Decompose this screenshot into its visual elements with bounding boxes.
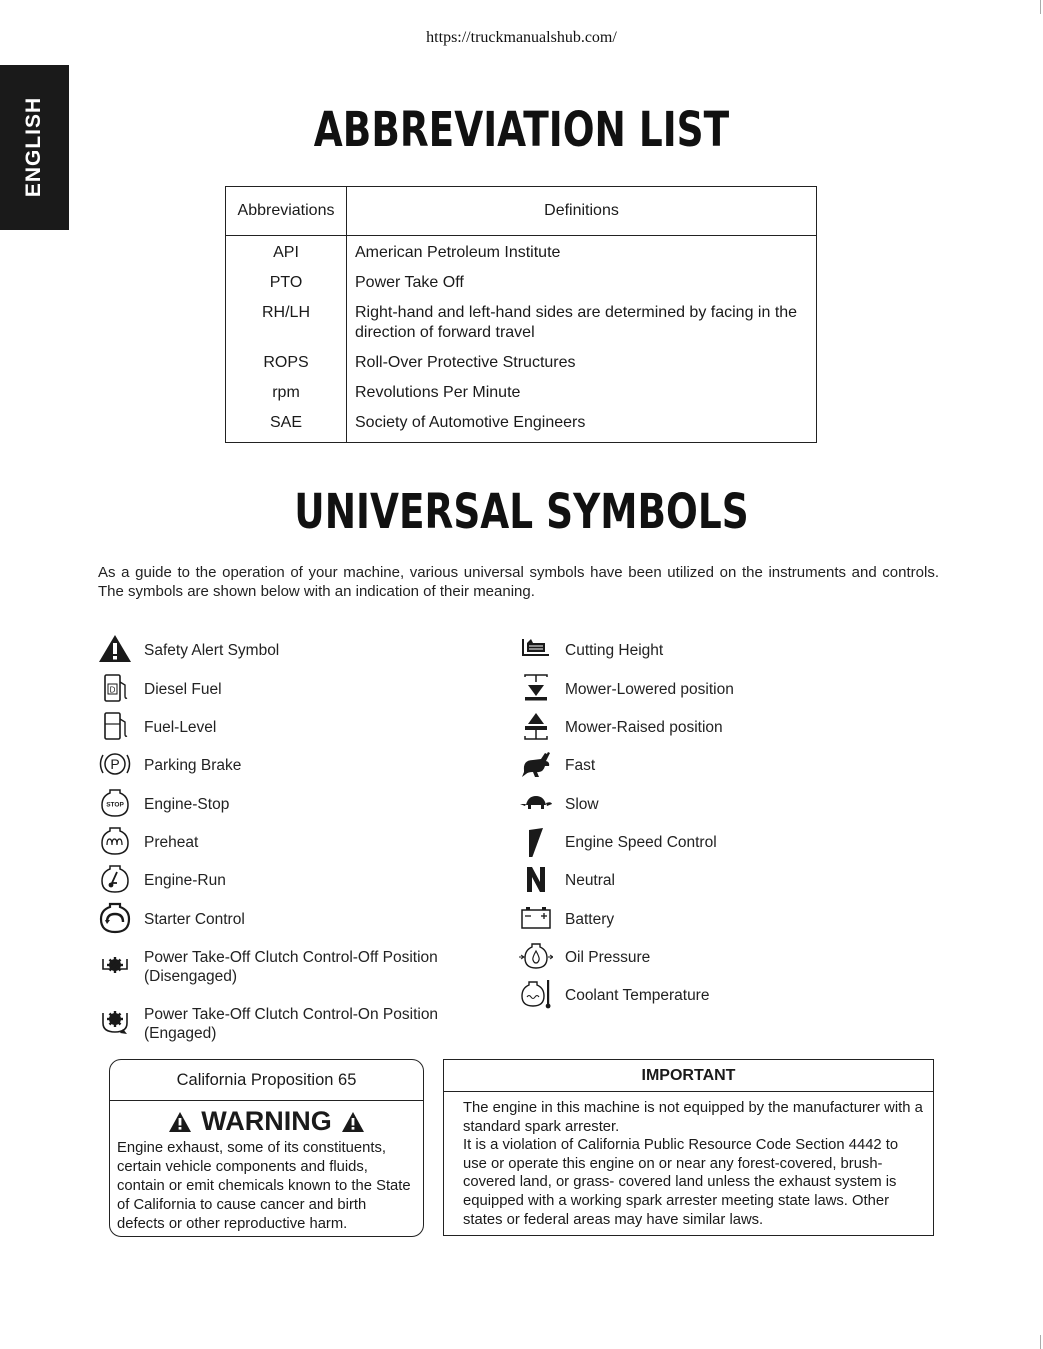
definition-cell: Revolutions Per Minute <box>355 384 521 401</box>
important-heading: IMPORTANT <box>444 1060 933 1092</box>
engine-run-icon <box>98 863 132 895</box>
abbr-cell: PTO <box>226 273 347 303</box>
symbol-label: Mower-Raised position <box>565 719 723 736</box>
symbol-label: Starter Control <box>144 911 245 928</box>
header-url[interactable]: https://truckmanualshub.com/ <box>426 29 617 46</box>
definition-cell: Society of Automotive Engineers <box>355 414 586 431</box>
symbol-label: Oil Pressure <box>565 949 651 966</box>
pto-off-icon <box>98 948 132 980</box>
abbr-cell: ROPS <box>226 353 347 383</box>
fuel-level-icon <box>98 710 132 742</box>
table-row <box>226 303 817 353</box>
symbol-label: Engine-Stop <box>144 796 230 813</box>
symbol-label-line2: (Disengaged) <box>144 968 238 985</box>
definition-cell: Roll-Over Protective Structures <box>355 354 576 371</box>
column-header-abbreviations: Abbreviations <box>226 187 347 236</box>
symbol-label: Fuel-Level <box>144 719 217 736</box>
symbol-label: Engine Speed Control <box>565 834 717 851</box>
cutting-height-icon <box>519 633 553 665</box>
diesel-fuel-icon <box>98 672 132 704</box>
svg-text:P: P <box>110 756 120 772</box>
symbol-label: Safety Alert Symbol <box>144 642 280 659</box>
mower-raised-icon <box>519 710 553 742</box>
warning-word: WARNING <box>201 1106 332 1136</box>
language-tab <box>0 65 69 230</box>
symbol-label: Power Take-Off Clutch Control-Off Position <box>144 949 438 966</box>
definition-cell: Right-hand and left-hand sides are determined by facing in the direction of forward travel <box>355 304 798 341</box>
symbol-label: Slow <box>565 796 599 813</box>
prop65-text: Engine exhaust, some of its constituents, certain vehicle components and fluids, contain or emit chemicals known to the State of California to cause cancer and birth defects or other reproductive harm. <box>117 1140 411 1232</box>
parking-brake-icon <box>98 748 132 780</box>
abbreviation-title: ABBREVIATION LIST <box>313 102 730 158</box>
symbol-label: Neutral <box>565 872 615 889</box>
engine-stop-icon-text: STOP <box>106 801 124 809</box>
abbr-cell: API <box>226 236 347 274</box>
prop65-heading: California Proposition 65 <box>110 1060 423 1101</box>
rabbit-icon <box>519 748 553 780</box>
engine-speed-icon <box>519 825 553 857</box>
definition-cell: American Petroleum Institute <box>355 244 561 261</box>
abbr-cell: SAE <box>226 413 347 443</box>
neutral-icon <box>519 863 553 895</box>
symbol-label-line2: (Engaged) <box>144 1025 217 1042</box>
important-paragraph-2: It is a violation of California Public Resource Code Section 4442 to use or operate this engine on or near any forest-covered, brush-covered land, or grass- covered land unless the exhaust system is equipped with a working spark arrester meeting state laws. Other states or federal areas may have similar laws. <box>463 1137 899 1228</box>
symbols-intro: As a guide to the operation of your machine, various universal symbols have been utilized on the instruments and controls. The symbols are shown below with an indication of their meaning. <box>98 564 939 600</box>
svg-text:D: D <box>109 685 116 695</box>
oil-pressure-icon <box>519 940 553 972</box>
symbol-label: Engine-Run <box>144 872 226 889</box>
table-row <box>226 236 817 274</box>
starter-control-icon <box>98 902 132 934</box>
abbr-cell: RH/LH <box>226 303 347 353</box>
prop65-warning-box <box>109 1059 424 1237</box>
abbreviation-table <box>225 186 817 443</box>
crop-mark <box>1040 1335 1041 1349</box>
warning-triangle-icon <box>342 1112 364 1132</box>
symbol-label: Mower-Lowered position <box>565 681 734 698</box>
table-row <box>226 413 817 443</box>
column-header-definitions: Definitions <box>347 187 817 236</box>
symbol-label: Cutting Height <box>565 642 664 659</box>
abbr-cell: rpm <box>226 383 347 413</box>
mower-lowered-icon <box>519 672 553 704</box>
definition-cell: Power Take Off <box>355 274 464 291</box>
universal-symbols-title: UNIVERSAL SYMBOLS <box>294 484 749 540</box>
symbol-label: Power Take-Off Clutch Control-On Position <box>144 1006 439 1023</box>
battery-icon <box>519 902 553 934</box>
safety-alert-icon <box>98 633 132 665</box>
table-row <box>226 353 817 383</box>
warning-line <box>110 1103 423 1139</box>
symbol-label: Battery <box>565 911 615 928</box>
important-box <box>443 1059 934 1236</box>
coolant-temp-icon <box>519 978 553 1010</box>
symbol-label: Fast <box>565 757 596 774</box>
turtle-icon <box>519 787 553 819</box>
crop-mark <box>1040 0 1041 14</box>
symbol-label: Diesel Fuel <box>144 681 222 698</box>
symbol-label: Preheat <box>144 834 199 851</box>
table-row <box>226 273 817 303</box>
important-text <box>444 1092 933 1229</box>
important-paragraph-1: The engine in this machine is not equipped by the manufacturer with a standard spark arrester. <box>463 1100 923 1135</box>
pto-on-icon <box>98 1005 132 1037</box>
symbol-label: Parking Brake <box>144 757 242 774</box>
symbol-label: Coolant Temperature <box>565 987 710 1004</box>
warning-triangle-icon <box>169 1112 191 1132</box>
preheat-icon <box>98 825 132 857</box>
table-row <box>226 383 817 413</box>
engine-stop-icon <box>98 787 132 819</box>
language-tab-label: ENGLISH <box>22 96 45 198</box>
